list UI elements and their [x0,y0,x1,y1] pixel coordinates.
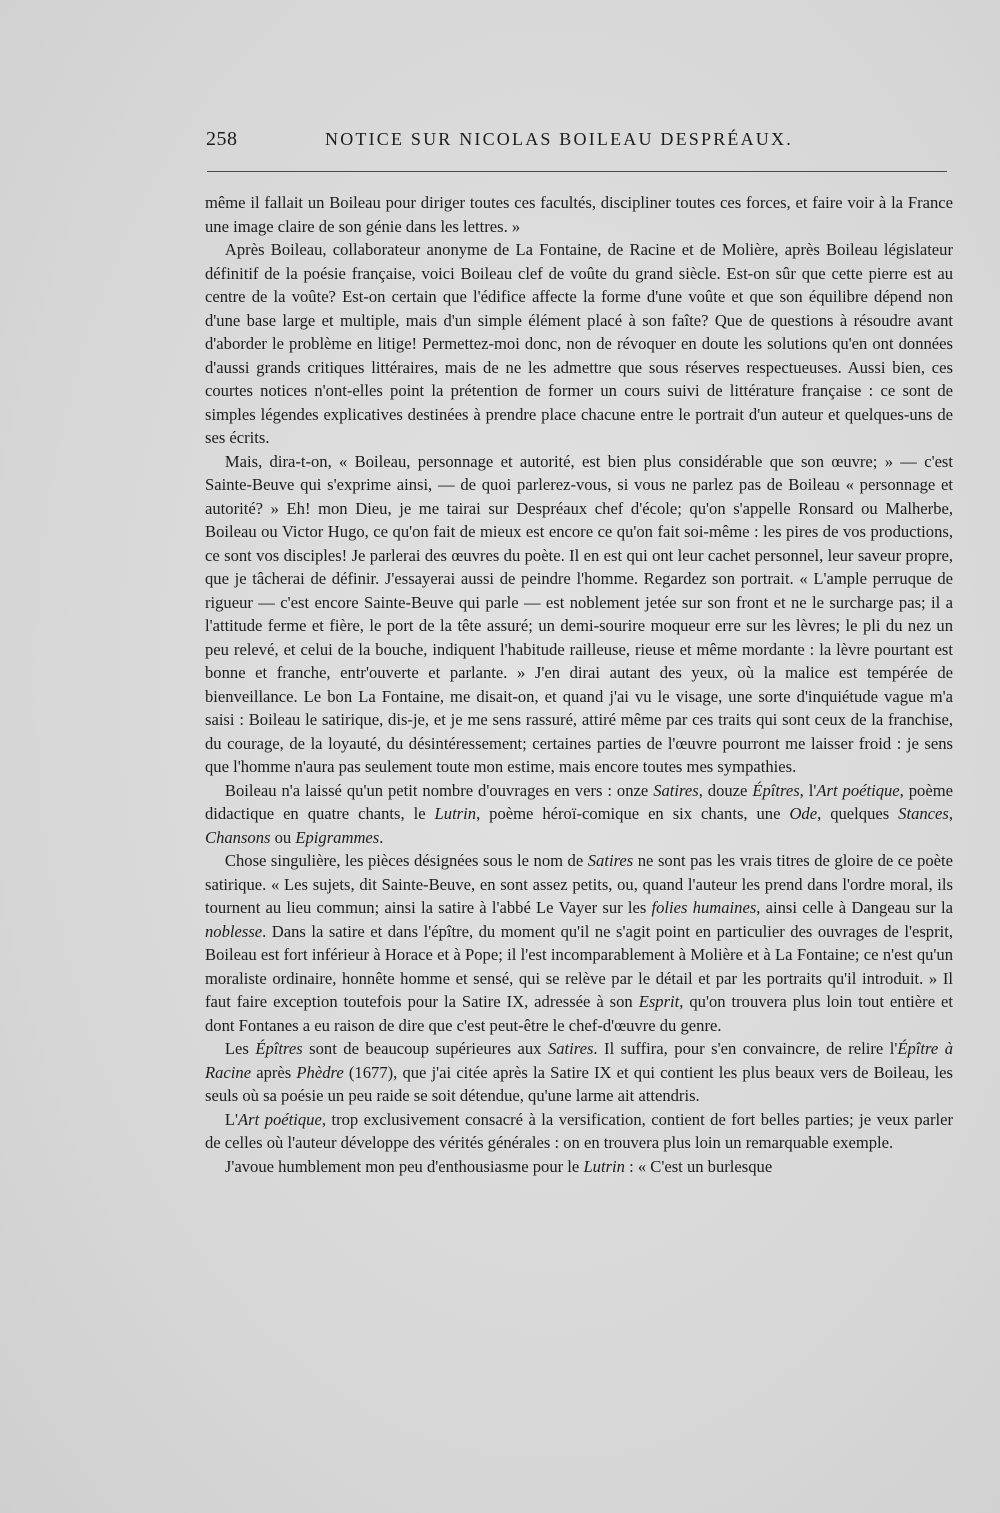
text-run: : « C'est un burlesque [624,1156,773,1176]
text-run: . Dans la satire et dans l'épître, du moment qu'il ne s'agit point en particulier des ouvrages de l'esprit, Boileau est fort inférieur à Horace et à Pope; il l'est incomparablement à Molière et à La Fontaine; ce n'est qu'un moraliste ordinaire, honnête homme et sensé, qui se relève par le détail et par les portraits qu'il introduit. » Il faut faire exception toutefois pour la Satire IX, adressée à son [205,921,953,1011]
text-run: ne sont pas les vrais titres de gloire de ce poète satirique. « Les sujets, dit Sainte-Beuve, en sont assez petits, ou, quand l'auteur les prend dans l'ordre moral, ils tournent au lieu commun; ainsi la satire à l'abbé Le Vayer sur les [205,851,953,917]
text-run: ou [270,827,296,847]
running-title: NOTICE SUR NICOLAS BOILEAU DESPRÉAUX. [325,129,793,149]
work-title: Satires [653,780,699,800]
text-run: Les [224,1039,256,1058]
work-title: Art poétique [238,1109,322,1129]
running-head [206,126,946,156]
work-title: Satires [587,851,634,870]
header-rule [207,171,947,172]
work-title: Stances [898,804,949,823]
work-title: Épîtres [255,1039,303,1058]
text-run: , quelques [817,804,899,823]
paragraph-1: même il fallait un Boileau pour diriger toutes ces facultés, discipliner toutes ces forces, et faire voir à la France une image claire de son génie dans les lettres. » [205,193,953,236]
work-title: folies humaines [651,898,757,917]
paragraph-5 [205,849,953,1037]
text-run: , [948,804,954,823]
work-title: Satires [547,1039,594,1058]
work-title: Art poétique [816,780,900,800]
paragraph-7 [205,1108,953,1155]
text-run: , douze [698,780,753,800]
text-run: Chose singulière, les pièces désignées sous le nom de [224,851,588,870]
paragraph-2: Après Boileau, collaborateur anonyme de La Fontaine, de Racine et de Molière, après Boileau législateur définitif de la poésie française, voici Boileau clef de voûte du grand siècle. Est-on sûr que cette pierre est au centre de la voûte? Est-on certain que l'édifice affecte la forme d'une voûte et que son équilibre dépend non d'une base large et multiple, mais d'un simple élément placé à son faîte? Que de questions à résoudre avant d'aborder le problème en litige! Permettez-moi donc, non de révoquer en doute les solutions qu'en ont données d'aussi grands critiques littéraires, mais de ne les admettre que sous réserves respectueuses. Aussi bien, ces courtes notices n'ont-elles point la prétention de former un cours suivi de littérature française : ce sont de simples légendes explicatives destinées à prendre place chacune entre le portrait d'un auteur et quelques-uns de ses écrits. [205,240,953,447]
work-title: Épîtres [752,780,800,800]
work-title: Phèdre [296,1062,344,1082]
work-title: noblesse [205,921,263,941]
paragraph-3: Mais, dira-t-on, « Boileau, personnage et autorité, est bien plus considérable que son œuvre; » — c'est Sainte-Beuve qui s'exprime ainsi, — de quoi parlerez-vous, si vous ne parlez pas de Boileau « personnage et autorité? » Eh! mon Dieu, je me tairai sur Despréaux chef d'école; qu'on s'appelle Ronsard ou Malherbe, Boileau ou Victor Hugo, ce qu'on fait de mieux est encore ce qu'on fait soi-même : les pires de vos productions, ce sont vos disciples! Je parlerai des œuvres du poète. Il en est qui ont leur cachet personnel, leur saveur propre, que je tâcherai de définir. J'essayerai aussi de peindre l'homme. Regardez son portrait. « L'ample perruque de rigueur — c'est encore Sainte-Beuve qui parle — est noblement jetée sur son front et ne le surcharge pas; il a l'attitude ferme et fière, le port de la tête assuré; un demi-sourire moqueur erre sur les lèvres; le pli du nez un peu relevé, et celui de la bouche, indiquent l'habitude railleuse, rieuse et même mordante : la lèvre pourtant est bonne et franche, entr'ouverte et parlante. » J'en dirai autant des yeux, où la malice est tempérée de bienveillance. Le bon La Fontaine, me disait-on, et quand j'ai vu le visage, une sorte d'inquiétude vague m'a saisi : Boileau le satirique, dis-je, et je me sens rassuré, attiré même par ces traits qui sont ceux de la franchise, du courage, de la loyauté, du désintéressement; certaines parties de l'œuvre pourront me laisser froid : je sens que l'homme n'aura pas seulement toute mon estime, mais encore toutes mes sympathies. [205,451,953,776]
work-title: Lutrin [434,804,477,823]
body-text [205,191,953,1178]
paragraph-4 [205,779,953,850]
text-run: après [251,1062,297,1082]
text-run: , poème didactique en quatre chants, le [205,780,953,823]
work-title: Épître à Racine [205,1039,953,1082]
paragraph-6 [205,1037,953,1108]
work-title: Ode [789,804,818,823]
text-run: , qu'on trouvera plus loin tout entière et dont Fontanes a eu raison de dire que c'est peut-être le chef-d'œuvre du genre. [205,992,953,1035]
work-title: Chansons [205,827,271,847]
text-run: , trop exclusivement consacré à la versification, contient de fort belles parties; je veux parler de celles où l'auteur développe des vérités générales : on en trouvera plus loin un remarquable exemple. [205,1109,953,1152]
text-run: , ainsi celle à Dangeau sur la [756,898,953,917]
work-title: Lutrin [583,1156,625,1176]
text-run: . [379,827,384,847]
paragraph-8 [205,1155,953,1179]
text-run: , poème héroï-comique en six chants, une [476,804,790,823]
work-title: Esprit [638,992,680,1011]
text-run: (1677), que j'ai citée après la Satire IX et qui contient les plus beaux vers de Boileau, les seuls où sa poésie un peu raide se soit détendue, qu'une larme ait attendris. [205,1062,953,1105]
text-run: J'avoue humblement mon peu d'enthousiasme pour le [224,1156,584,1176]
text-run: . Il suffira, pour s'en convaincre, de relire l' [593,1039,898,1058]
work-title: Epigrammes [295,827,380,847]
text-run: Boileau n'a laissé qu'un petit nombre d'ouvrages en vers : onze [224,780,654,800]
page-number: 258 [206,128,238,150]
text-run: , l' [799,780,817,800]
text-run: L' [224,1109,239,1129]
text-run: sont de beaucoup supérieures aux [302,1039,548,1058]
